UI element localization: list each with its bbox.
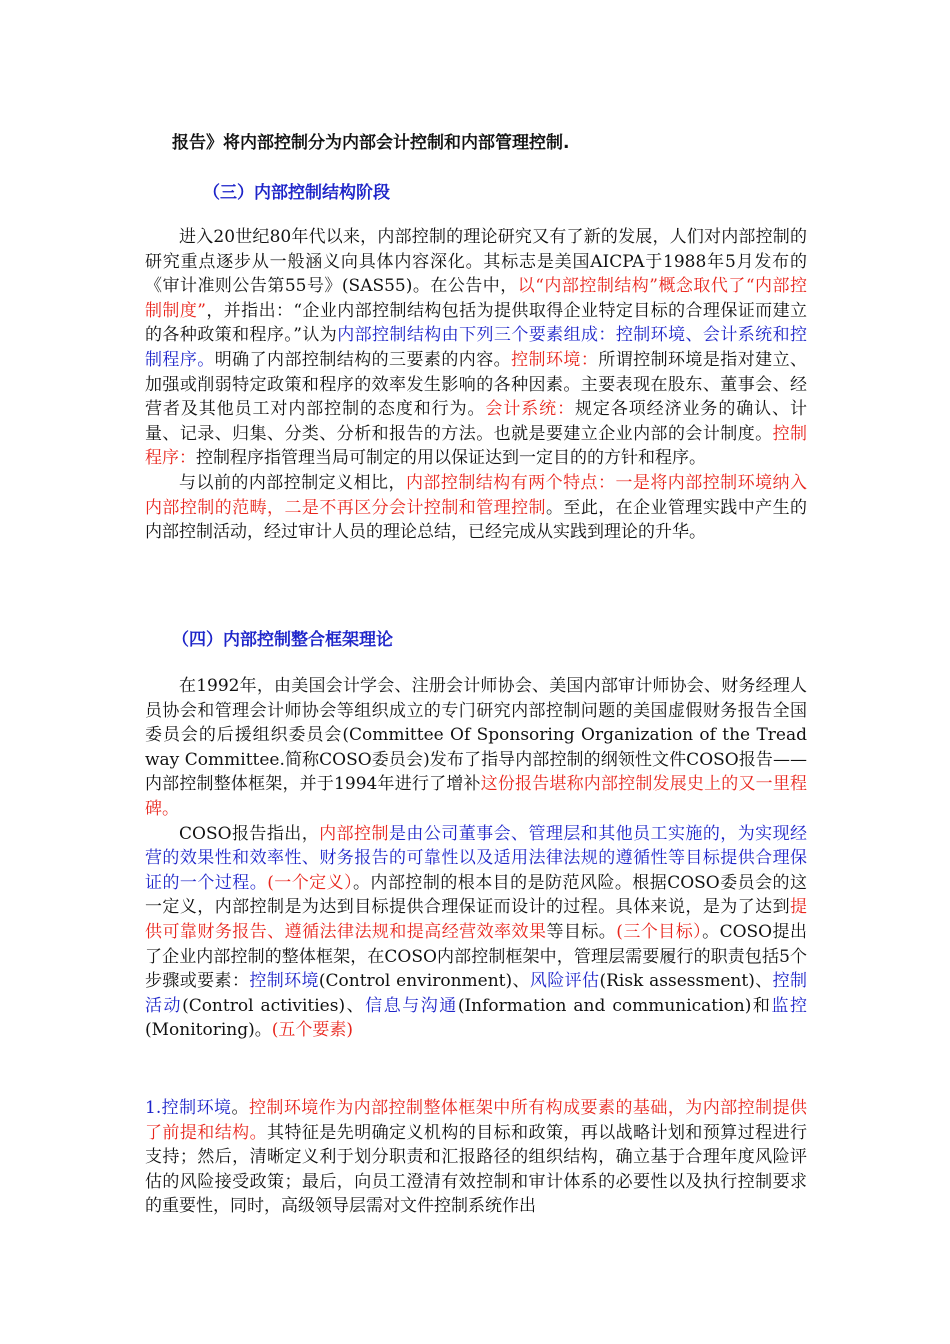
text-run: 这份报告堪称内部控制发展史上的又一里程碑。 <box>145 774 808 819</box>
text-run: 内部控制 <box>319 823 389 844</box>
text-run: (Monitoring)。 <box>145 1020 272 1041</box>
text-run: 提供可靠财务报告、遵循法律法规和提高经营效率效果 <box>145 897 807 942</box>
text-run: 所谓控制环境是指对建立、加强或削弱特定政策和程序的效率发生影响的各种因素。主要表现在股东、董事会、经营者及其他员工对内部控制的态度和行为。 <box>145 349 808 420</box>
text-run: 与以前的内部控制定义相比， <box>179 472 406 493</box>
text-run: (Risk assessment)、 <box>599 971 773 992</box>
text-run: 控制环境作为内部控制整体框架中所有构成要素的基础，为内部控制提供了前提和结构。 <box>145 1098 807 1143</box>
text-run: 。COSO提出了企业内部控制的整体框架，在COSO内部控制框架中，管理层需要履行的职责包括5个步骤或要素： <box>145 921 808 992</box>
text-run: 内部控制结构由下列三个要素组成：控制环境、会计系统和控制程序。 <box>145 325 807 370</box>
section-3-paragraph-1 <box>145 225 807 471</box>
section-3-paragraph-2 <box>145 471 807 545</box>
text-run: 控制活动 <box>145 971 807 1016</box>
text-run: 控制程序指管理当局可制定的用以保证达到一定目的的方针和程序。 <box>196 448 706 469</box>
section-4-heading: （四）内部控制整合框架理论 <box>172 630 393 650</box>
text-run: (一个定义） <box>267 872 354 893</box>
text-run: 监控 <box>771 995 807 1016</box>
text-run: 。至此，在企业管理实践中产生的内部控制活动，经过审计人员的理论总结，已经完成从实践到理论的升华。 <box>145 497 808 543</box>
text-run: 。 <box>231 1098 249 1118</box>
text-run: COSO报告指出， <box>179 823 320 844</box>
text-run: 其特征是先明确定义机构的目标和政策，再以战略计划和预算过程进行支持；然后，清晰定义利于划分职责和汇报路径的组织结构，确立基于合理年度风险评估的风险接受政策；最后，向员工澄清有效控制和审计体系的必要性以及执行控制要求的重要性，同时，高级领导层需对文件控制系统作出 <box>145 1122 808 1217</box>
text-run: (三个目标） <box>616 921 703 942</box>
text-run: 风险评估 <box>529 971 600 992</box>
text-run: 控制环境： <box>511 349 599 370</box>
text-run: 为实现经营的效果性和效率性、财务报告的可靠性以及适用法律法规的遵循性等目标提供合理保证的一个过程。 <box>145 823 808 893</box>
text-run: 控制环境 <box>249 971 319 992</box>
text-run: 会计系统： <box>485 399 576 420</box>
text-run: 1.控制环境 <box>145 1098 232 1118</box>
text-run: (Information and communication)和 <box>457 995 772 1016</box>
section-4-subsection-1 <box>145 1096 807 1219</box>
text-run: 以“内部控制结构”概念取代了“内部控制制度” <box>145 276 807 321</box>
text-run: 控制程序： <box>145 423 808 469</box>
text-run: 是由公司董事会、管理层和其他员工实施的， <box>388 823 738 844</box>
section-4-body <box>145 674 807 1043</box>
text-run: 在1992年，由美国会计学会、注册会计师协会、美国内部审计师协会、财务经理人员协会和管理会计师协会等组织成立的专门研究内部控制问题的美国虚假财务报告全国委员会的后援组织委员会(Committee Of Sponsoring Organization of the Tread way Committee.简称COSO委员会)发布了指导内部控制的纲领性文件COSO报告——内部控制整体框架，并于1994年进行了增补 <box>145 676 807 795</box>
text-run: 信息与沟通 <box>365 995 458 1016</box>
text-run: 明确了内部控制结构的三要素的内容。 <box>214 349 512 370</box>
text-run: 等目标。 <box>546 921 617 942</box>
control-environment-paragraph <box>145 1096 807 1219</box>
text-run: 进入20世纪80年代以来，内部控制的理论研究又有了新的发展，人们对内部控制的研究重点逐步从一般涵义向具体内容深化。其标志是美国AICPA于1988年5月发布的《审计准则公告第55号》(SAS55)。在公告中， <box>145 227 807 297</box>
section-4-paragraph-2 <box>145 822 807 1043</box>
text-run: ，并指出：“企业内部控制结构包括为提供取得企业特定目标的合理保证而建立的各种政策和程序。”认为 <box>145 300 807 346</box>
text-run: (五个要素) <box>271 1020 354 1041</box>
text-run: 规定各项经济业务的确认、计量、记录、归集、分类、分析和报告的方法。也就是要建立企业内部的会计制度。 <box>145 399 808 444</box>
section-3-body <box>145 225 807 545</box>
text-run: 内部控制结构有两个特点：一是将内部控制环境纳入内部控制的范畴，二是不再区分会计控制和管理控制 <box>145 472 808 518</box>
section-3-heading: （三）内部控制结构阶段 <box>203 183 390 203</box>
text-run: (Control activities)、 <box>182 995 366 1016</box>
section-4-paragraph-1 <box>145 674 807 822</box>
lead-sentence: 报告》将内部控制分为内部会计控制和内部管理控制. <box>172 133 570 153</box>
text-run: (Control environment)、 <box>318 971 530 992</box>
text-run: 。内部控制的根本目的是防范风险。根据COSO委员会的这一定义，内部控制是为达到目标提供合理保证而设计的过程。具体来说，是为了达到 <box>145 872 808 918</box>
